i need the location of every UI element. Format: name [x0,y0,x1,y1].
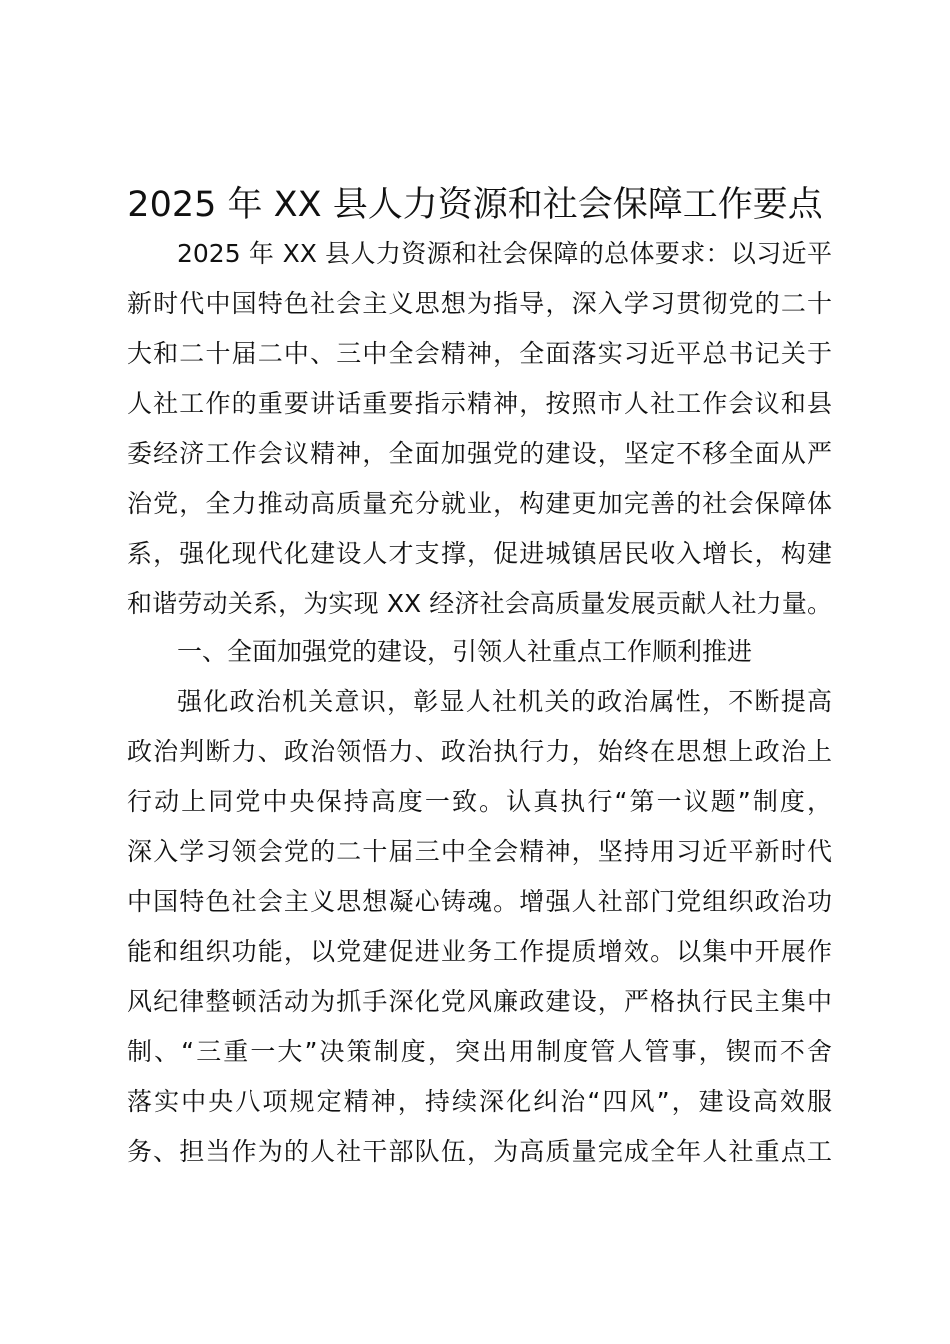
document-title: 2025 年 XX 县人力资源和社会保障工作要点 [127,185,823,225]
body-line: 行动上同党中央保持高度一致。认真执行“第一议题”制度， [127,787,832,816]
body-line: 中国特色社会主义思想凝心铸魂。增强人社部门党组织政治功 [127,887,832,916]
body-line: 风纪律整顿活动为抓手深化党风廉政建设，严格执行民主集中 [127,987,832,1016]
body-line: 深入学习领会党的二十届三中全会精神，坚持用习近平新时代 [127,837,832,866]
intro-line: 和谐劳动关系，为实现 XX 经济社会高质量发展贡献人社力量。 [127,589,832,618]
body-line: 政治判断力、政治领悟力、政治执行力，始终在思想上政治上 [127,737,832,766]
body-line: 制、“三重一大”决策制度，突出用制度管人管事，锲而不舍 [127,1037,832,1066]
body-line: 落实中央八项规定精神，持续深化纠治“四风”，建设高效服 [127,1087,832,1116]
intro-line: 人社工作的重要讲话重要指示精神，按照市人社工作会议和县 [127,389,832,418]
section-heading: 一、全面加强党的建设，引领人社重点工作顺利推进 [177,637,753,666]
intro-line: 系，强化现代化建设人才支撑，促进城镇居民收入增长，构建 [127,539,832,568]
intro-line: 委经济工作会议精神，全面加强党的建设，坚定不移全面从严 [127,439,832,468]
intro-line: 新时代中国特色社会主义思想为指导，深入学习贯彻党的二十 [127,289,832,318]
intro-line: 2025 年 XX 县人力资源和社会保障的总体要求：以习近平 [177,239,832,268]
body-line: 能和组织功能，以党建促进业务工作提质增效。以集中开展作 [127,937,832,966]
intro-line: 大和二十届二中、三中全会精神，全面落实习近平总书记关于 [127,339,832,368]
body-line: 务、担当作为的人社干部队伍，为高质量完成全年人社重点工 [127,1137,832,1166]
intro-line: 治党，全力推动高质量充分就业，构建更加完善的社会保障体 [127,489,832,518]
body-line: 强化政治机关意识，彰显人社机关的政治属性，不断提高 [177,687,832,716]
